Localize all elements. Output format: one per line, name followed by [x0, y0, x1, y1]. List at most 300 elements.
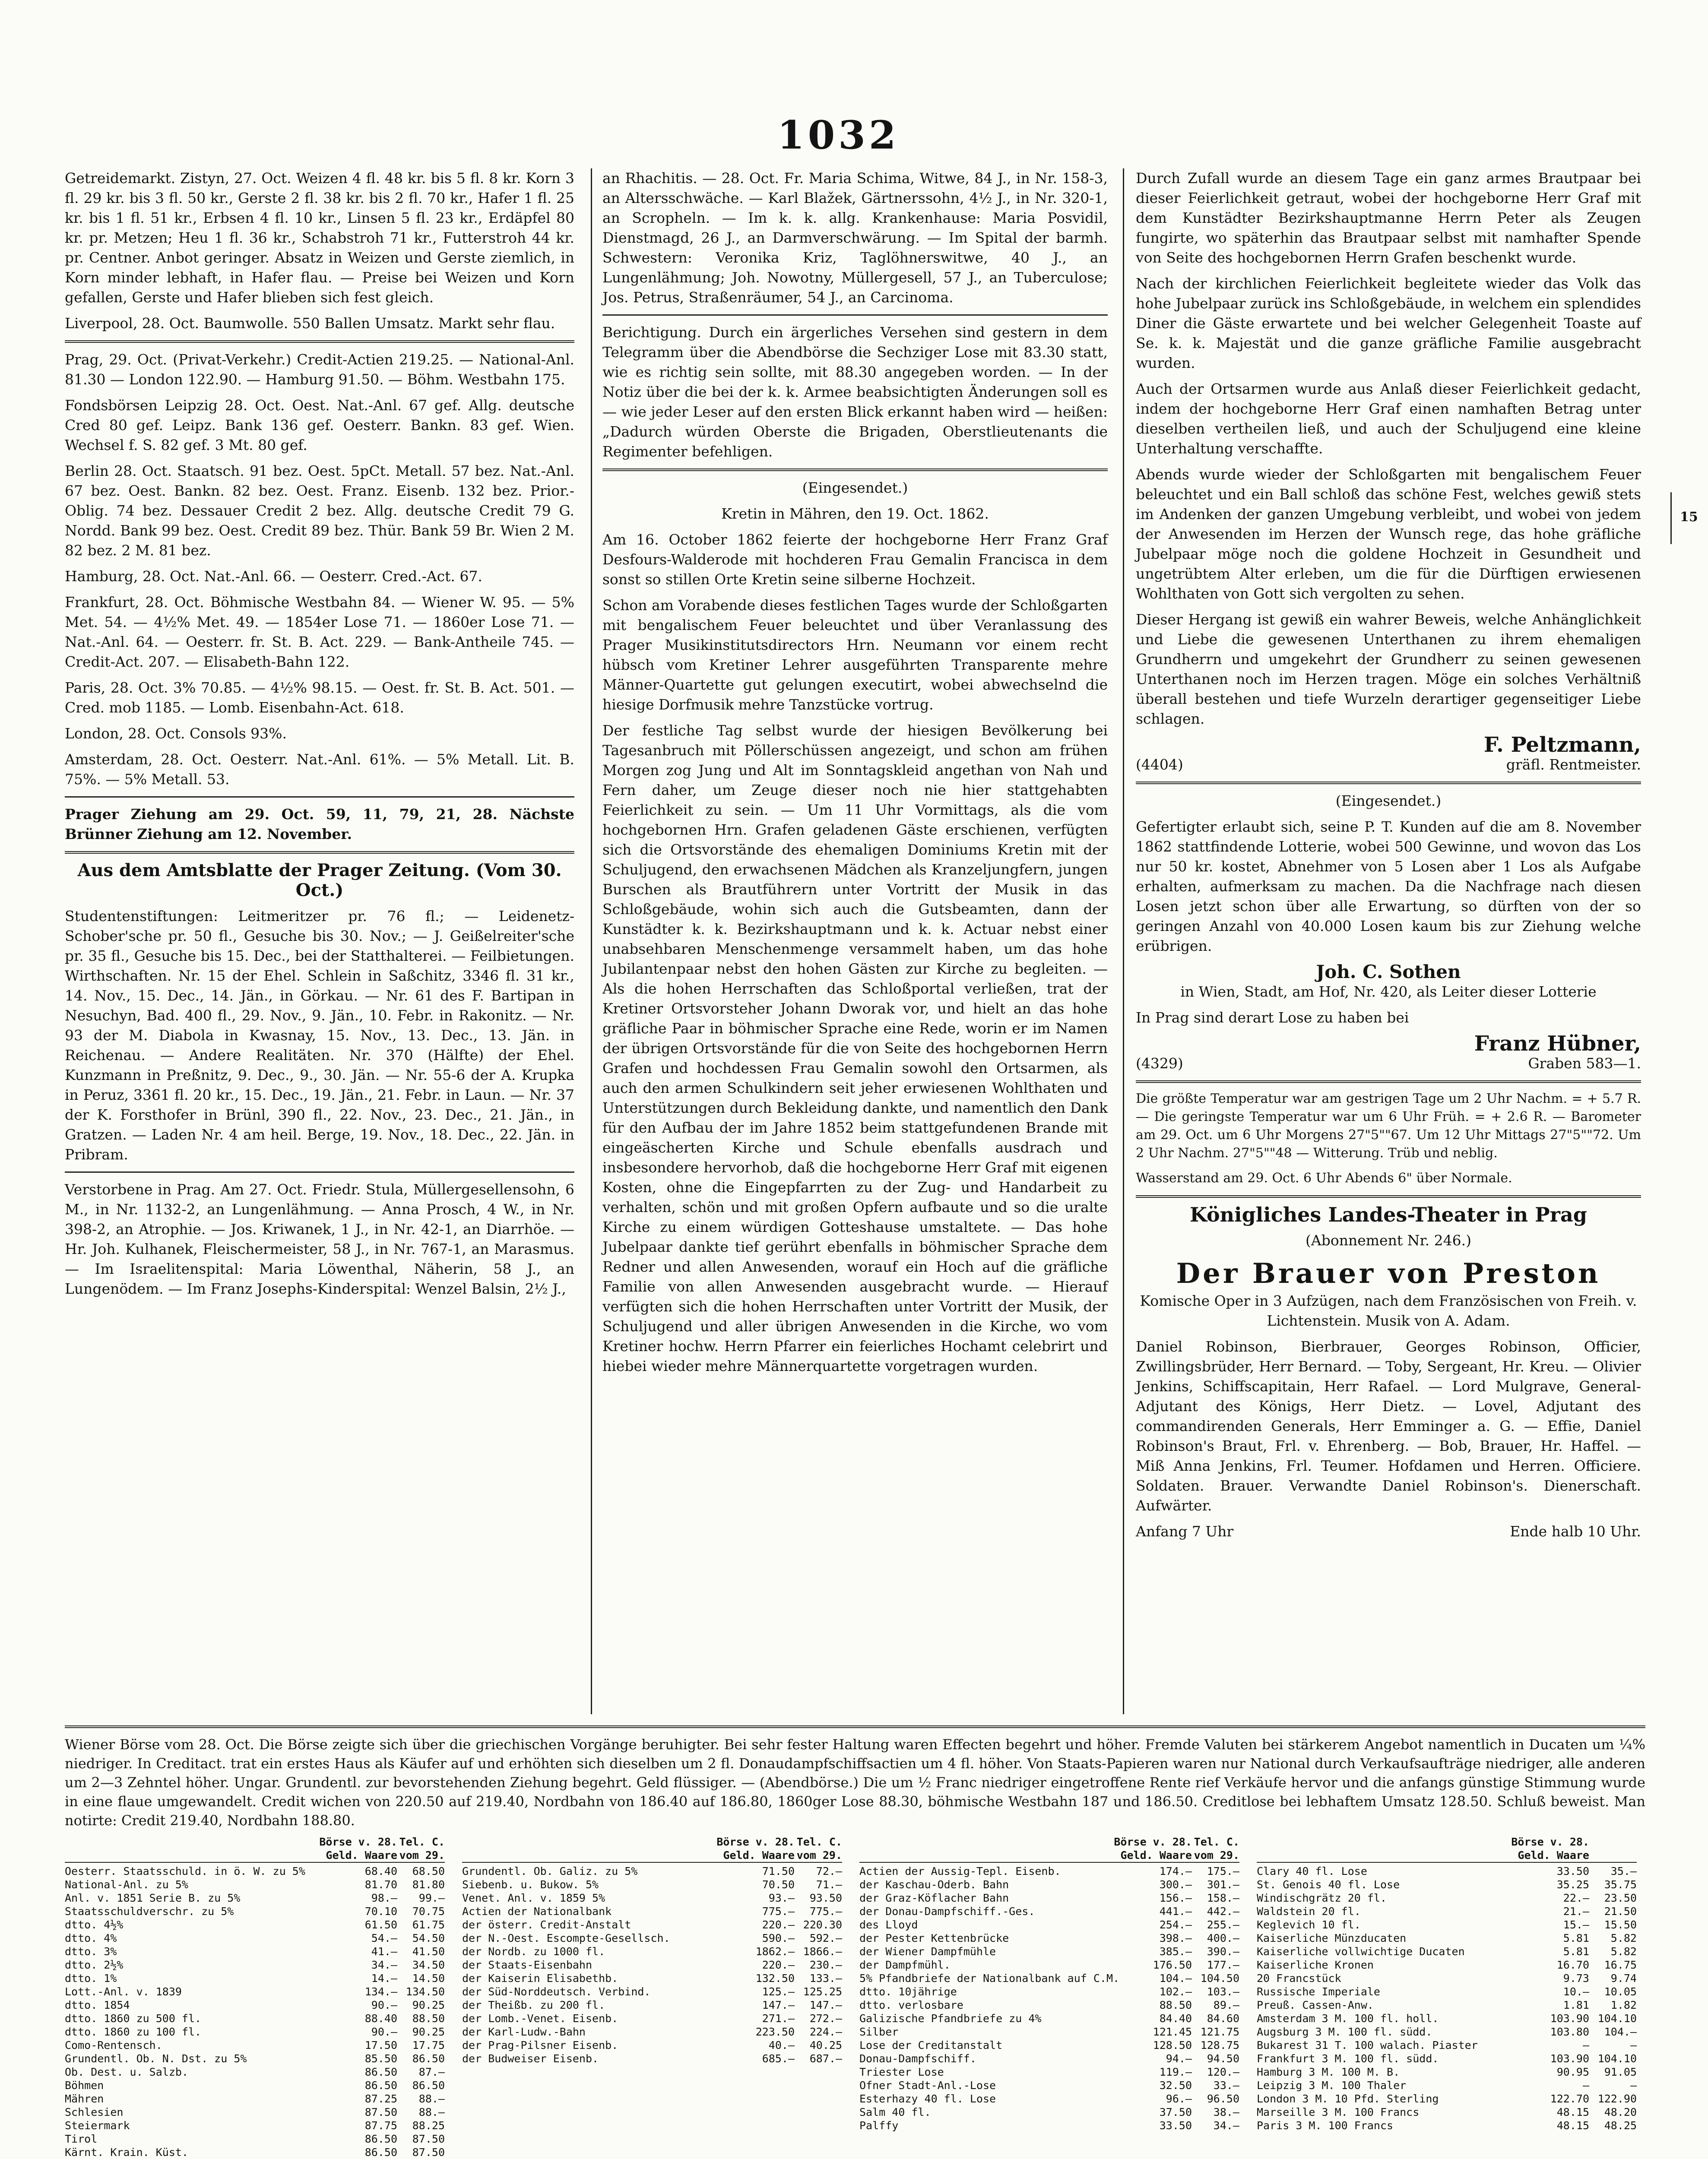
- price-cell: 175.—: [1207, 1865, 1239, 1877]
- price-cell: 687.—: [809, 2052, 842, 2065]
- security-name: dtto. 1854: [65, 1999, 130, 2011]
- security-name: der Wiener Dampfmühle: [859, 1945, 996, 1958]
- price-cell: 48.15: [1556, 2106, 1589, 2118]
- play-title: Der Brauer von Preston: [1176, 1257, 1601, 1290]
- table-row: [65, 2092, 445, 2105]
- price-cell: 90.—: [371, 2026, 397, 2038]
- table-row: [1257, 2012, 1637, 2025]
- table-row: [65, 2065, 445, 2079]
- price-cell: 86.50: [412, 2052, 445, 2065]
- table-header-cell: Börse v. 28. Geld. Waare: [1511, 1836, 1589, 1861]
- table-row: [859, 1972, 1239, 1985]
- price-cell: 5.81: [1563, 1932, 1589, 1944]
- price-cell: 68.40: [364, 1865, 397, 1877]
- price-cell: 1.82: [1610, 1999, 1637, 2011]
- security-name: Como-Rentensch.: [65, 2039, 162, 2051]
- table-row: [859, 2052, 1239, 2065]
- kretin-para-1: Am 16. October 1862 feierte der hochgeborne Herr Franz Graf Desfours-Walderode mit hochderen Frau Gemalin Francisca in dem sonst so stillen Orte Kretin seine silberne Hochzeit.: [602, 531, 1108, 588]
- table-row: [859, 1918, 1239, 1931]
- table-row: [65, 2132, 445, 2146]
- table-row: [462, 1918, 842, 1931]
- price-cell: 98.—: [371, 1892, 397, 1904]
- price-cell: 40.25: [809, 2039, 842, 2051]
- price-cell: 301.—: [1207, 1878, 1239, 1891]
- price-cell: 441.—: [1159, 1905, 1192, 1918]
- price-cell: 71.—: [816, 1878, 842, 1891]
- table-row: [1257, 2052, 1637, 2065]
- table-header: [1257, 1835, 1637, 1863]
- security-name: dtto. 3%: [65, 1945, 117, 1958]
- column-rule: [1123, 168, 1124, 1714]
- signature-peltzmann: F. Peltzmann,: [1483, 733, 1641, 757]
- price-cell: 87.75: [364, 2119, 397, 2132]
- security-name: Schlesien: [65, 2106, 124, 2118]
- price-cell: 120.—: [1207, 2066, 1239, 2078]
- table-row: [1257, 1918, 1637, 1931]
- price-cell: 10.—: [1563, 1985, 1589, 1998]
- price-cell: 102.—: [1159, 1985, 1192, 1998]
- security-name: Venet. Anl. v. 1859 5%: [462, 1892, 605, 1904]
- abonnement: (Abonnement Nr. 246.): [1306, 1232, 1471, 1249]
- price-cell: 254.—: [1159, 1918, 1192, 1931]
- stock-tables: [65, 1835, 1645, 2159]
- security-name: der Donau-Dampfschiff.-Ges.: [859, 1905, 1035, 1918]
- table-header-cell: Börse v. 28. Geld. Waare: [319, 1836, 397, 1861]
- table-row: [462, 1998, 842, 2012]
- price-cell: 90.95: [1556, 2066, 1589, 2078]
- berichtigung: Berichtigung. Durch ein ärgerliches Versehen sind gestern in dem Telegramm über die Abendbörse die Sechziger Lose mit 83.30 statt, wie es richtig sein sollte, mit 88.30 angegeben worden. — In der Notiz über die bei der k. k. Armee beabsichtigten Änderungen soll es — wie jeder Leser auf den ersten Blick erkannt haben wird — heißen: „Dadurch würden Oberste die Brigaden, Oberstlieutenants die Regimenter befehligen.: [602, 324, 1108, 460]
- table-row: [1257, 1905, 1637, 1918]
- security-name: Palffy: [859, 2119, 899, 2132]
- table-row: [65, 2039, 445, 2052]
- security-name: Ofner Stadt-Anl.-Lose: [859, 2079, 996, 2092]
- price-cell: 224.—: [809, 2026, 842, 2038]
- amtsblatt-heading: Aus dem Amtsblatte der Prager Zeitung. (Vom 30. Oct.): [77, 860, 562, 900]
- price-cell: 90.25: [412, 1999, 445, 2011]
- table-row: [859, 1931, 1239, 1945]
- security-name: der Staats-Eisenbahn: [462, 1959, 593, 1971]
- security-name: Russische Imperiale: [1257, 1985, 1380, 1998]
- table-header: [65, 1835, 445, 1863]
- price-cell: 61.50: [364, 1918, 397, 1931]
- table-row: [1257, 1958, 1637, 1972]
- play-info: Komische Oper in 3 Aufzügen, nach dem Französischen von Freih. v. Lichtenstein. Musik von A. Adam.: [1140, 1292, 1637, 1329]
- price-cell: 35.75: [1604, 1878, 1637, 1891]
- security-name: Bukarest 31 T. 100 walach. Piaster: [1257, 2039, 1478, 2051]
- table-row: [1257, 2065, 1637, 2079]
- price-cell: 35.25: [1556, 1878, 1589, 1891]
- table-row: [1257, 2119, 1637, 2132]
- amsterdam: Amsterdam, 28. Oct. Oesterr. Nat.-Anl. 61%. — 5% Metall. Lit. B. 75%. — 5% Metall. 53.: [65, 751, 574, 788]
- price-cell: —: [1630, 2039, 1637, 2051]
- table-row: [462, 1958, 842, 1972]
- table-row: [65, 2025, 445, 2039]
- price-cell: 89.—: [1213, 1999, 1239, 2011]
- price-cell: 70.50: [762, 1878, 795, 1891]
- table-row: [859, 2119, 1239, 2132]
- security-name: Augsburg 3 M. 100 fl. südd.: [1257, 2026, 1432, 2038]
- table-row: [859, 2025, 1239, 2039]
- security-name: Lose der Creditanstalt: [859, 2039, 1003, 2051]
- security-name: des Lloyd: [859, 1918, 918, 1931]
- table-row: [65, 2119, 445, 2132]
- price-cell: 592.—: [809, 1932, 842, 1944]
- security-name: National-Anl. zu 5%: [65, 1878, 188, 1891]
- table-row: [859, 1878, 1239, 1891]
- security-name: dtto. 2½%: [65, 1959, 124, 1971]
- table-header: [859, 1835, 1239, 1863]
- price-cell: 86.50: [364, 2133, 397, 2145]
- price-cell: 272.—: [809, 2012, 842, 2025]
- security-name: Marseille 3 M. 100 Francs: [1257, 2106, 1420, 2118]
- table-row: [859, 1905, 1239, 1918]
- price-cell: 103.80: [1550, 2026, 1589, 2038]
- kretin-para-2: Schon am Vorabende dieses festlichen Tages wurde der Schloßgarten mit bengalischem Feuer beleuchtet und über Veranlassung des Prager Musikinstitutsdirectors Hrn. Neumann vor einem recht hübsch vom Kretiner Lehrer ausgeführten Transparente mehre Männer-Quartette gut gelungen executirt, wobei abwechselnd die hiesige Dorfmusik mehre Tanzstücke vortrug.: [602, 597, 1108, 713]
- price-cell: 86.50: [412, 2079, 445, 2092]
- price-cell: 156.—: [1159, 1892, 1192, 1904]
- table-row: [65, 1905, 445, 1918]
- wasserstand: Wasserstand am 29. Oct. 6 Uhr Abends 6" über Normale.: [1136, 1171, 1512, 1186]
- price-cell: 32.50: [1159, 2079, 1192, 2092]
- price-cell: 125.25: [803, 1985, 842, 1998]
- table-row: [65, 1958, 445, 1972]
- price-cell: —: [1582, 2039, 1589, 2051]
- column-3: [1136, 168, 1641, 1542]
- security-name: Donau-Dampfschiff.: [859, 2052, 976, 2065]
- column-1: [65, 168, 574, 1305]
- frankfurt: Frankfurt, 28. Oct. Böhmische Westbahn 84. — Wiener W. 95. — 5% Met. 54. — 4½% Met. 49. — 1854er Lose 71. — 1860er Lose 71. — Nat.-Anl. 64. — Oesterr. fr. St. B. Act. 229. — Bank-Antheile 745. — Credit-Act. 207. — Elisabeth-Bahn 122.: [65, 594, 574, 670]
- price-cell: 255.—: [1207, 1918, 1239, 1931]
- price-cell: 48.15: [1556, 2119, 1589, 2132]
- price-cell: 86.50: [364, 2079, 397, 2092]
- security-name: Keglevich 10 fl.: [1257, 1918, 1361, 1931]
- security-name: Oesterr. Staatsschuld. in ö. W. zu 5%: [65, 1865, 305, 1877]
- security-name: Grundentl. Ob. Galiz. zu 5%: [462, 1865, 638, 1877]
- table-row: [1257, 2039, 1637, 2052]
- table-header-cell: Tel. C. vom 29.: [399, 1836, 445, 1861]
- price-cell: 33.—: [1213, 2079, 1239, 2092]
- security-name: der Lomb.-Venet. Eisenb.: [462, 2012, 618, 2025]
- price-cell: 5.82: [1610, 1945, 1637, 1958]
- table-row: [1257, 1998, 1637, 2012]
- security-name: 20 Francstück: [1257, 1972, 1341, 1985]
- table-row: [65, 2052, 445, 2065]
- price-cell: 33.50: [1556, 1865, 1589, 1877]
- security-name: Steiermark: [65, 2119, 130, 2132]
- price-cell: 1862.—: [755, 1945, 795, 1958]
- security-name: der Graz-Köflacher Bahn: [859, 1892, 1009, 1904]
- price-cell: 147.—: [762, 1999, 795, 2011]
- table-row: [1257, 2079, 1637, 2092]
- security-name: Silber: [859, 2026, 899, 2038]
- security-name: Paris 3 M. 100 Francs: [1257, 2119, 1394, 2132]
- signature-sothen: Joh. C. Sothen: [1316, 961, 1461, 982]
- table-header-cell: Börse v. 28. Geld. Waare: [1114, 1836, 1192, 1861]
- fondsboersen: Fondsbörsen Leipzig 28. Oct. Oest. Nat.-Anl. 67 gef. Allg. deutsche Cred 80 gef. Leipz. Bank 136 gef. Oesterr. Bankn. 83 gef. Wien. Wechsel f. S. 82 gef. 3 Mt. 80 gef.: [65, 397, 574, 453]
- security-name: Esterhazy 40 fl. Lose: [859, 2093, 996, 2105]
- paris: Paris, 28. Oct. 3% 70.85. — 4½% 98.15. — Oest. fr. St. B. Act. 501. — Cred. mob 1185. — Lomb. Eisenbahn-Act. 618.: [65, 679, 574, 716]
- price-cell: 88.40: [364, 2012, 397, 2025]
- security-name: Kärnt. Krain. Küst.: [65, 2146, 188, 2159]
- table-row: [65, 1891, 445, 1905]
- price-cell: 94.—: [1166, 2052, 1192, 2065]
- price-cell: 14.50: [412, 1972, 445, 1985]
- security-name: Amsterdam 3 M. 100 fl. holl.: [1257, 2012, 1439, 2025]
- stock-table-4: [1257, 1835, 1637, 2132]
- kretin-para-5: Nach der kirchlichen Feierlichkeit begleitete wieder das Volk das hohe Jubelpaar zurück ins Schloßgebäude, in welchem ein splendides Diner die Gäste erwartete und bei welcher Gelegenheit Toaste auf Se. k. k. Majestät und die ganze gräfliche Familie ausgebracht wurden.: [1136, 275, 1641, 371]
- security-name: Lott.-Anl. v. 1839: [65, 1985, 182, 1998]
- security-name: London 3 M. 10 Pfd. Sterling: [1257, 2093, 1439, 2105]
- kretin-para-3: Der festliche Tag selbst wurde der hiesigen Bevölkerung bei Tagesanbruch mit Pöllerschüssen angezeigt, und schon am frühen Morgen zog Jung und Alt im Sonntagskleid angethan von Nah und Fern daher, um Zeuge dieser noch nie hier stattgehabten Feierlichkeit zu sein. — Um 11 Uhr Vormittags, als die vom hochgebornen Hrn. Grafen geladenen Gäste erschienen, verfügten sich die Ortsvorstände des ehemaligen Dominiums Kretin mit der Schuljugend, den erwachsenen Mädchen als Kranzeljungfern, jungen Burschen als Brautführern unter Vortritt der Musik in das Schloßgebäude, wohin sich auch die Gutsbeamten, dann der Kunstädter k. k. Bezirkshauptmann und k. k. Actuar nebst einer unabsehbaren Menschenmenge versammelt haben, um das hohe Jubilantenpaar nebst den hohen Gästen zur Kirche zu begleiten. — Als die hohen Herrschaften das Schloßportal verließen, trat der Kretiner Ortsvorsteher Johann Dworak vor, und hielt an das hohe gräfliche Paar in böhmischer Sprache eine Rede, worin er im Namen der übrigen Ortsvorstände für die von Seite des hochgebornen Herrn Grafen und hochdessen Frau Gemalin sowohl den Ortsarmen, als auch den armen Schulkindern seit jeher erwiesenen Wohlthaten und Unterstützungen durch Bekleidung dankte, und namentlich den Dank für den Aufbau der im Jahre 1852 beim stattgefundenen Brande mit eingeäscherten Kirche und Schule ebenfalls ausdrach und insbesondere hervorhob, daß die hochgeborne Herr Graf mit eigenen Kosten, ohne die Eingepfarrten zu der Zug- und Handarbeit zu verhalten, schön und mit großen Opfern aufbaute und so die uralte Kirche zu einem würdigen Gotteshause umstaltete. — Das hohe Jubelpaar dankte tief gerührt ebenfalls in böhmischer Sprache dem Redner und allen Anwesenden, worauf ein Hoch auf die gräfliche Familie von allen Anwesenden ausgebracht wurde. — Hierauf verfügten sich die hohen Herrschaften unter Vortritt der Musik, der Schuljugend und aller übrigen Anwesenden in die Kirche, wo vom Kretiner hochw. Herrn Pfarrer ein feierliches Hochamt celebrirt und hiebei wieder mehre Männerquartette vorgetragen wurden.: [602, 722, 1108, 1374]
- start-time: Anfang 7 Uhr: [1136, 1523, 1234, 1540]
- price-cell: 16.70: [1556, 1959, 1589, 1971]
- table-row: [65, 1878, 445, 1891]
- table-header-cell: [462, 1835, 708, 1862]
- price-cell: 88.50: [412, 2012, 445, 2025]
- newspaper-page: [65, 86, 1663, 2159]
- column-rule: [591, 168, 592, 1714]
- price-cell: 88.—: [418, 2106, 445, 2118]
- security-name: Böhmen: [65, 2079, 104, 2092]
- table-row: [462, 1905, 842, 1918]
- table-row: [859, 1945, 1239, 1958]
- table-row: [859, 1985, 1239, 1998]
- table-row: [1257, 2025, 1637, 2039]
- price-cell: 96.50: [1207, 2093, 1239, 2105]
- price-cell: 300.—: [1159, 1878, 1192, 1891]
- table-header-cell: [859, 1835, 1106, 1862]
- sothen-address: in Wien, Stadt, am Hof, Nr. 420, als Leiter dieser Lotterie: [1180, 983, 1597, 1000]
- table-row: [462, 1865, 842, 1878]
- price-cell: 128.50: [1153, 2039, 1192, 2051]
- table-row: [65, 1945, 445, 1958]
- kretin-para-6: Auch der Ortsarmen wurde aus Anlaß dieser Feierlichkeit gedacht, indem der hochgeborne Herr Graf einen namhaften Betrag unter dieselben vertheilen ließ, und auch der Schuljugend eine kleine Unterhaltung verschaffte.: [1136, 380, 1641, 457]
- table-row: [65, 1985, 445, 1998]
- price-cell: 41.—: [371, 1945, 397, 1958]
- security-name: der Süd-Norddeutsch. Verbind.: [462, 1985, 651, 1998]
- table-row: [65, 2105, 445, 2119]
- price-cell: 103.—: [1207, 1985, 1239, 1998]
- table-row: [462, 2052, 842, 2065]
- table-header: [462, 1835, 842, 1863]
- price-cell: 133.—: [809, 1972, 842, 1985]
- table-row: [1257, 2105, 1637, 2119]
- price-cell: 134.50: [406, 1985, 445, 1998]
- price-cell: 87.50: [412, 2133, 445, 2145]
- price-cell: 70.10: [364, 1905, 397, 1918]
- price-cell: 93.—: [768, 1892, 795, 1904]
- price-cell: 84.40: [1159, 2012, 1192, 2025]
- price-cell: 176.50: [1153, 1959, 1192, 1971]
- table-header-cell: [1589, 1835, 1637, 1862]
- page-number: 1032: [777, 112, 900, 158]
- price-cell: 91.05: [1604, 2066, 1637, 2078]
- price-cell: 16.75: [1604, 1959, 1637, 1971]
- price-cell: 61.75: [412, 1918, 445, 1931]
- price-cell: 99.—: [418, 1892, 445, 1904]
- price-cell: 84.60: [1207, 2012, 1239, 2025]
- price-cell: 590.—: [762, 1932, 795, 1944]
- security-name: dtto. 4%: [65, 1932, 117, 1944]
- price-cell: 15.50: [1604, 1918, 1637, 1931]
- table-header-cell: [65, 1835, 311, 1862]
- price-cell: 775.—: [809, 1905, 842, 1918]
- kretin-para-7: Abends wurde wieder der Schloßgarten mit bengalischem Feuer beleuchtet und ein Ball schloß das schöne Fest, welches gewiß stets im Andenken der ganzen Umgebung verbleibt, und wobei von jedem der Anwesenden im Herzen der Wunsch rege, das hohe gräfliche Jubelpaar möge noch die goldene Hochzeit in Gesundheit und ungetrübtem Alter erleben, um die für die Dürftigen erwiesenen Wohlthaten von Gott sich vergolten zu sehen.: [1136, 466, 1641, 602]
- boerse-text: Wiener Börse vom 28. Oct. Die Börse zeigte sich über die griechischen Vorgänge beruhigter. Bei sehr fester Haltung waren Effecten begehrt und höher. Fremde Valuten bei stärkerem Angebot namentlich in Ducaten um ¼% niedriger. In Creditact. trat ein erstes Haus als Käufer auf und erhöhten sich dieselben um 2 fl. Donaudampfschiffsactien um 4 fl. höher. Von Staats-Papieren waren nur National durch Verkaufsaufträge niedriger, alle anderen um 2—3 Zehntel höher. Ungar. Grundentl. zur bevorstehenden Ziehung begehrt. Geld flüssiger. — (Abendbörse.) Die um ½ Franc niedriger eingetroffene Rente rief Verkäufe hervor und die anfangs günstige Stimmung wurde in eine flaue umgewandelt. Credit wichen von 220.50 auf 219.40, Nordbahn von 186.40 auf 186.80, 1860ger Lose 88.30, böhmische Westbahn 187 und 186.50. Creditlose bei lebhaftem Umsatz 128.50. Schluß beweist. Man notirte: Credit 219.40, Nordbahn 188.80.: [65, 1736, 1645, 1829]
- price-cell: 87.—: [418, 2066, 445, 2078]
- table-row: [1257, 1945, 1637, 1958]
- security-name: dtto. 1860 zu 100 fl.: [65, 2026, 202, 2038]
- price-cell: 70.75: [412, 1905, 445, 1918]
- price-cell: 5.81: [1563, 1945, 1589, 1958]
- signature-huebner: Franz Hübner,: [1474, 1032, 1641, 1056]
- price-cell: 9.73: [1563, 1972, 1589, 1985]
- price-cell: 223.50: [755, 2026, 795, 2038]
- price-cell: 33.50: [1159, 2119, 1192, 2132]
- price-cell: 17.75: [412, 2039, 445, 2051]
- price-cell: 128.75: [1200, 2039, 1239, 2051]
- table-row: [859, 2092, 1239, 2105]
- security-name: Kaiserliche Münzducaten: [1257, 1932, 1407, 1944]
- table-row: [1257, 1865, 1637, 1878]
- table-row: [1257, 1931, 1637, 1945]
- table-row: [65, 1865, 445, 1878]
- table-header-cell: Börse v. 28. Geld. Waare: [716, 1836, 795, 1861]
- prag-seller-intro: In Prag sind derart Lose zu haben bei: [1136, 1009, 1409, 1026]
- price-cell: 230.—: [809, 1959, 842, 1971]
- price-cell: 103.90: [1550, 2052, 1589, 2065]
- security-name: Mähren: [65, 2093, 104, 2105]
- liverpool: Liverpool, 28. Oct. Baumwolle. 550 Ballen Umsatz. Markt sehr flau.: [65, 315, 555, 332]
- price-cell: 71.50: [762, 1865, 795, 1877]
- price-cell: 104.10: [1597, 2052, 1637, 2065]
- security-name: Clary 40 fl. Lose: [1257, 1865, 1367, 1877]
- price-cell: 37.50: [1159, 2106, 1192, 2118]
- security-name: der Kaiserin Elisabethb.: [462, 1972, 618, 1985]
- price-cell: 72.—: [816, 1865, 842, 1877]
- security-name: der Dampfmühl.: [859, 1959, 951, 1971]
- security-name: dtto. 1860 zu 500 fl.: [65, 2012, 202, 2025]
- stock-table-3: [859, 1835, 1239, 2132]
- price-cell: 86.50: [364, 2146, 397, 2159]
- price-cell: 48.25: [1604, 2119, 1637, 2132]
- price-cell: 134.—: [364, 1985, 397, 1998]
- security-name: Tirol: [65, 2133, 98, 2145]
- eingesendet-heading-2: (Eingesendet.): [1335, 792, 1442, 809]
- price-cell: 104.—: [1159, 1972, 1192, 1985]
- price-cell: 86.50: [364, 2066, 397, 2078]
- security-name: St. Genois 40 fl. Lose: [1257, 1878, 1400, 1891]
- price-cell: 119.—: [1159, 2066, 1192, 2078]
- table-row: [462, 2025, 842, 2039]
- price-cell: 93.50: [809, 1892, 842, 1904]
- price-cell: 121.75: [1200, 2026, 1239, 2038]
- table-row: [462, 2012, 842, 2025]
- table-row: [859, 1958, 1239, 1972]
- price-cell: 81.80: [412, 1878, 445, 1891]
- price-cell: 21.50: [1604, 1905, 1637, 1918]
- security-name: Leipzig 3 M. 100 Thaler: [1257, 2079, 1407, 2092]
- lotterie-ad: Gefertigter erlaubt sich, seine P. T. Kunden auf die am 8. November 1862 stattfindende Lotterie, wobei 500 Gewinne, und wovon das Los nur 50 kr. kostet, Abnehmer von 5 Losen aber 1 Los als Aufgabe erhalten, aufmerksam zu machen. Da die Nachfrage nach diesen Losen jetzt schon über alle Erwartung, so dürften von der so geringen Anzahl von 40.000 Losen kaum bis zur Ziehung welche erübrigen.: [1136, 818, 1641, 954]
- price-cell: 220.—: [762, 1918, 795, 1931]
- getreidemarkt: Getreidemarkt. Zistyn, 27. Oct. Weizen 4 fl. 48 kr. bis 5 fl. 8 kr. Korn 3 fl. 29 kr. bis 3 fl. 50 kr., Gerste 2 fl. 38 kr. bis 2 fl. 70 kr., Hafer 1 fl. 25 kr. bis 1 fl. 51 kr., Erbsen 4 fl. 10 kr., Linsen 5 fl. 23 kr., Erdäpfel 80 kr. pr. Metzen; Heu 1 fl. 36 kr., Schabstroh 71 kr., Futterstroh 44 kr. pr. Centner. Anbot geringer. Absatz in Weizen und Gerste ziemlich, in Korn minder lebhaft, in Hafer flau. — Preise bei Weizen und Korn gefallen, Gerste und Hafer blieben sich fest gleich.: [65, 170, 574, 306]
- weather-report: Die größte Temperatur war am gestrigen Tage um 2 Uhr Nachm. = + 5.7 R. — Die geringste Temperatur war um 6 Uhr Früh. = + 2.6 R. — Barometer am 29. Oct. um 6 Uhr Morgens 27"5""67. Um 12 Uhr Mittags 27"5""72. Um 2 Uhr Nachm. 27"5""48 — Witterung. Trüb und neblig.: [1136, 1091, 1641, 1161]
- security-name: Kaiserliche Kronen: [1257, 1959, 1374, 1971]
- ad-number-2: (4329): [1136, 1055, 1183, 1072]
- price-cell: 10.05: [1604, 1985, 1637, 1998]
- security-name: Siebenb. u. Bukow. 5%: [462, 1878, 599, 1891]
- table-row: [1257, 1985, 1637, 1998]
- table-row: [1257, 2092, 1637, 2105]
- berlin: Berlin 28. Oct. Staatsch. 91 bez. Oest. 5pCt. Metall. 57 bez. Nat.-Anl. 67 bez. Oest. Bankn. 82 bez. Oest. Franz. Eisenb. 132 bez. Prior.-Oblig. 74 bez. Dessauer Credit 2 bez. Allg. deutsche Credit 79 G. Nordd. Bank 99 bez. Oest. Credit 89 bez. Thür. Bank 59 Br. Wien 2 M. 82 bez. 2 M. 81 bez.: [65, 462, 574, 559]
- price-cell: 81.70: [364, 1878, 397, 1891]
- price-cell: 685.—: [762, 2052, 795, 2065]
- price-cell: 122.70: [1550, 2093, 1589, 2105]
- table-row: [859, 2039, 1239, 2052]
- security-name: der Kaschau-Oderb. Bahn: [859, 1878, 1009, 1891]
- price-cell: 147.—: [809, 1999, 842, 2011]
- table-row: [462, 2039, 842, 2052]
- table-row: [462, 1945, 842, 1958]
- kretin-para-4: Durch Zufall wurde an diesem Tage ein ganz armes Brautpaar bei dieser Feierlichkeit getraut, wobei der hochgeborne Herr Graf mit dem Kunstädter Bezirkshauptmanne Herrn Peter als Zeugen fungirte, wo späterhin das Brautpaar selbst mit namhafter Spende von Seite des hochgebornen Herrn Grafen beschenkt wurde.: [1136, 170, 1641, 266]
- stock-table-1: [65, 1835, 445, 2159]
- table-row: [1257, 1891, 1637, 1905]
- edge-mark: 15: [1680, 510, 1698, 525]
- verstorbene: Verstorbene in Prag. Am 27. Oct. Friedr. Stula, Müllergesellensohn, 6 M., in Nr. 1132-2, an Lungenlähmung. — Anna Prosch, 4 W., in Nr. 398-2, an Atrophie. — Jos. Kriwanek, 1 J., in Nr. 42-1, an Diarrhöe. — Hr. Joh. Kulhanek, Fleischermeister, 58 J., in Nr. 767-1, an Marasmus. — Im Israelitenspital: Maria Löwenthal, Näherin, 58 J., an Lungenödem. — Im Franz Josephs-Kinderspital: Wenzel Balsin, 2½ J.,: [65, 1181, 574, 1297]
- kretin-dateline: Kretin in Mähren, den 19. Oct. 1862.: [721, 505, 989, 522]
- price-cell: —: [1630, 2079, 1637, 2092]
- table-row: [65, 2012, 445, 2025]
- security-name: Triester Lose: [859, 2066, 944, 2078]
- ad-number: (4404): [1136, 756, 1183, 773]
- security-name: Windischgrätz 20 fl.: [1257, 1892, 1387, 1904]
- price-cell: 132.50: [755, 1972, 795, 1985]
- price-cell: —: [1582, 2079, 1589, 2092]
- table-row: [859, 2065, 1239, 2079]
- table-row: [65, 1931, 445, 1945]
- price-cell: 54.—: [371, 1932, 397, 1944]
- price-cell: 385.—: [1159, 1945, 1192, 1958]
- security-name: dtto. 10jährige: [859, 1985, 957, 1998]
- price-cell: 23.50: [1604, 1892, 1637, 1904]
- page-edge-rule: [1670, 492, 1672, 544]
- price-cell: 88.—: [418, 2093, 445, 2105]
- price-cell: 398.—: [1159, 1932, 1192, 1944]
- security-name: Kaiserliche vollwichtige Ducaten: [1257, 1945, 1465, 1958]
- table-row: [462, 1931, 842, 1945]
- price-cell: 88.50: [1159, 1999, 1192, 2011]
- huebner-address: Graben 583—1.: [1528, 1055, 1641, 1072]
- table-row: [859, 2012, 1239, 2025]
- table-row: [462, 1891, 842, 1905]
- price-cell: 34.—: [371, 1959, 397, 1971]
- security-name: der Budweiser Eisenb.: [462, 2052, 599, 2065]
- security-name: der Prag-Pilsner Eisenb.: [462, 2039, 618, 2051]
- price-cell: 271.—: [762, 2012, 795, 2025]
- table-row: [65, 2146, 445, 2159]
- play-cast: Daniel Robinson, Bierbrauer, Georges Robinson, Officier, Zwillingsbrüder, Herr Bernard. — Toby, Sergeant, Hr. Kreu. — Olivier Jenkins, Schiffscapitain, Herr Rafael. — Lord Mulgrave, General-Adjutant des Königs, Herr Dietz. — Lovel, Adjutant des commandirenden Generals, Herr Emminger a. G. — Effie, Daniel Robinson's Braut, Frl. v. Ehrenberg. — Bob, Brauer, Hr. Haffel. — Miß Anna Jenkins, Frl. Teumer. Hofdamen und Herren. Officiere. Soldaten. Brauer. Verwandte Daniel Robinson's. Dienerschaft. Aufwärter.: [1136, 1338, 1641, 1514]
- wiener-boerse-report: [65, 1719, 1645, 1836]
- price-cell: 400.—: [1207, 1932, 1239, 1944]
- price-cell: 41.50: [412, 1945, 445, 1958]
- price-cell: 121.45: [1153, 2026, 1192, 2038]
- price-cell: 21.—: [1563, 1905, 1589, 1918]
- column-2: [602, 168, 1108, 1382]
- price-cell: 104.10: [1597, 2012, 1637, 2025]
- security-name: Grundentl. Ob. N. Dst. zu 5%: [65, 2052, 247, 2065]
- price-cell: 34.50: [412, 1959, 445, 1971]
- price-cell: 34.—: [1213, 2119, 1239, 2132]
